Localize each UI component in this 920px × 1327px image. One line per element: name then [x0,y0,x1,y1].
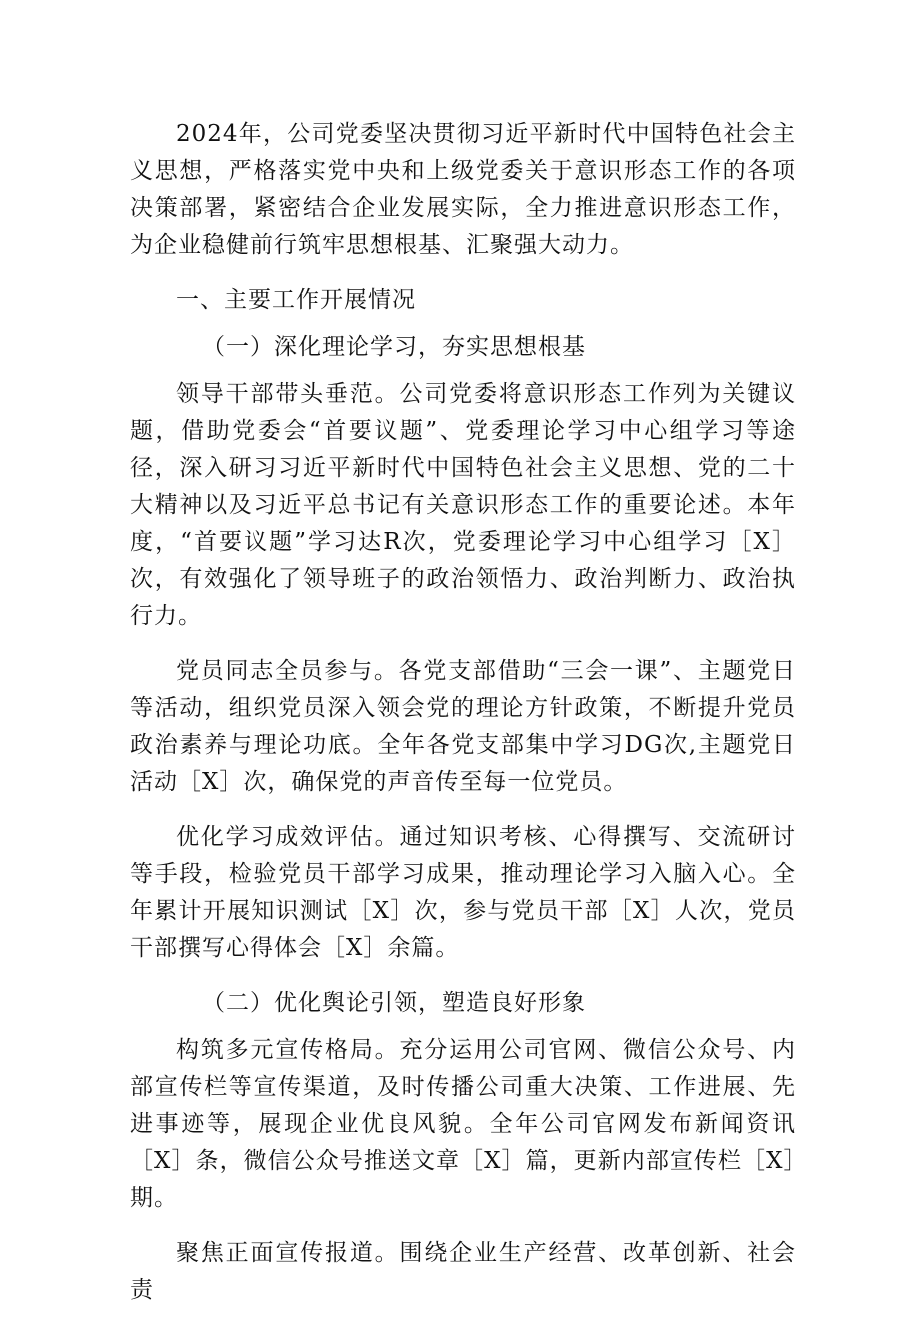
subsection-heading-1: （一）深化理论学习，夯实思想根基 [202,334,586,360]
section-heading-1: 一、主要工作开展情况 [176,287,416,313]
subsection-heading-2: （二）优化舆论引领，塑造良好形象 [202,990,586,1016]
body-paragraph-leadership: 领导干部带头垂范。公司党委将意识形态工作列为关键议题，借助党委会“首要议题”、党委理论学习中心组学习等途径，深入研习习近平新时代中国特色社会主义思想、党的二十大精神以及习近平总书记有关意识形态工作的重要论述。本年度，“首要议题”学习达R次，党委理论学习中心组学习［X］次，有效强化了领导班子的政治领悟力、政治判断力、政治执行力。 [130,381,796,629]
body-paragraph-evaluation: 优化学习成效评估。通过知识考核、心得撰写、交流研讨等手段，检验党员干部学习成果，推动理论学习入脑入心。全年累计开展知识测试［X］次，参与党员干部［X］人次，党员干部撰写心得体会［X］余篇。 [130,824,796,961]
intro-paragraph: 2024年，公司党委坚决贯彻习近平新时代中国特色社会主义思想，严格落实党中央和上级党委关于意识形态工作的各项决策部署，紧密结合企业发展实际，全力推进意识形态工作，为企业稳健前行筑牢思想根基、汇聚强大动力。 [130,121,796,258]
document-body [130,116,796,1327]
body-paragraph-members: 党员同志全员参与。各党支部借助“三会一课”、主题党日等活动，组织党员深入领会党的理论方针政策，不断提升党员政治素养与理论功底。全年各党支部集中学习DG次,主题党日活动［X］次，确保党的声音传至每一位党员。 [130,658,796,795]
body-paragraph-publicity: 构筑多元宣传格局。充分运用公司官网、微信公众号、内部宣传栏等宣传渠道，及时传播公司重大决策、工作进展、先进事迹等，展现企业优良风貌。全年公司官网发布新闻资讯［X］条，微信公众号推送文章［X］篇，更新内部宣传栏［X］期。 [130,1037,796,1211]
body-paragraph-positive-reporting: 聚焦正面宣传报道。围绕企业生产经营、改革创新、社会责 [130,1240,796,1303]
